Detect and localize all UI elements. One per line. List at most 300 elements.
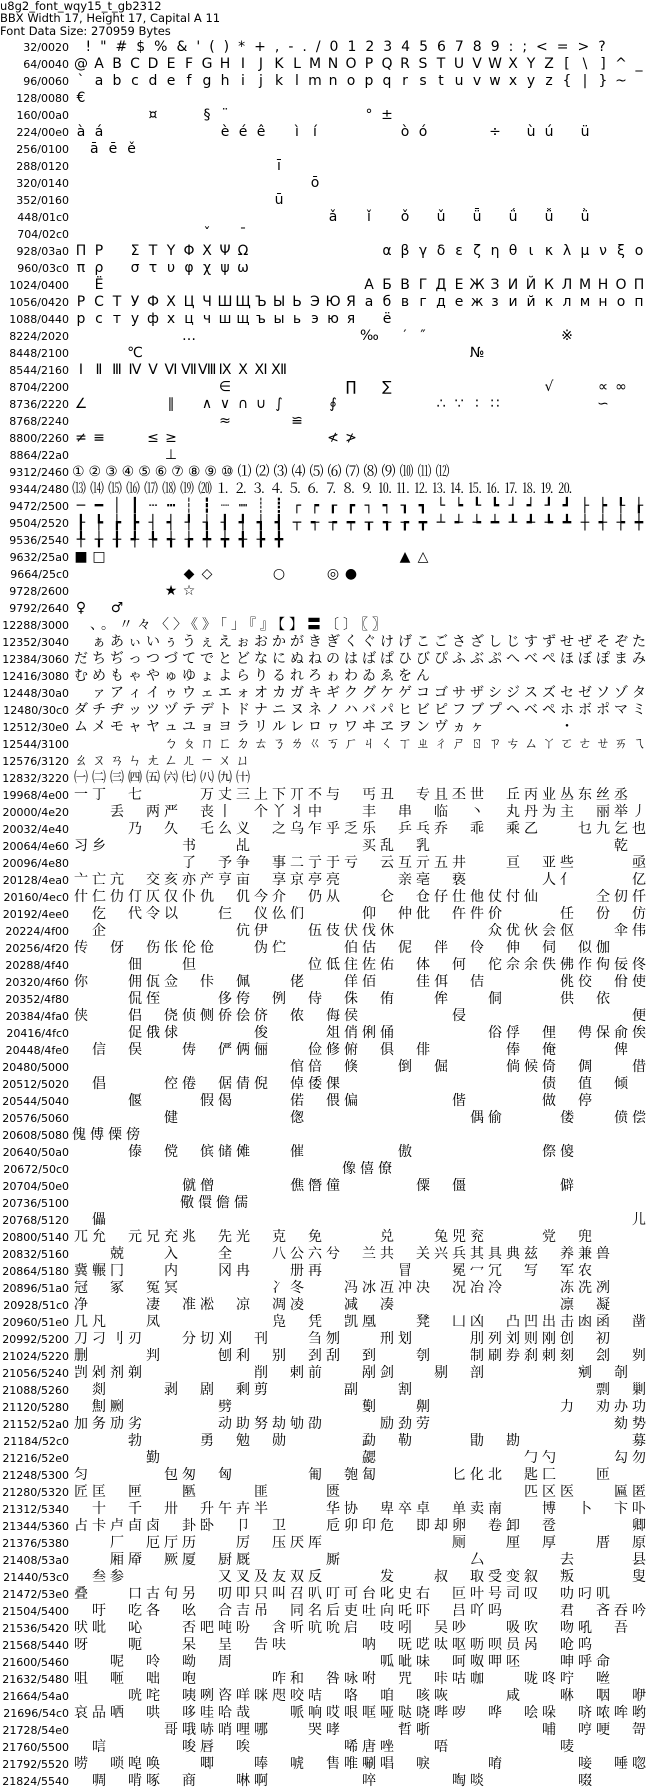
glyph-cell: 司 bbox=[506, 1586, 520, 1602]
glyph-cell: 净 bbox=[74, 1297, 88, 1313]
glyph-cell: 刚 bbox=[542, 1331, 556, 1347]
glyph-cell: 典 bbox=[506, 1246, 520, 1262]
glyph-row bbox=[0, 600, 650, 617]
glyph-cell: 哀 bbox=[74, 1705, 88, 1721]
glyph-cell: ヒ bbox=[398, 702, 412, 718]
glyph-cell: 伢 bbox=[110, 940, 124, 956]
glyph-cell: 勹 bbox=[524, 1450, 538, 1466]
glyph-cell: さ bbox=[452, 634, 466, 650]
glyph-cell: 产 bbox=[200, 872, 214, 888]
glyph-cell: ラ bbox=[236, 719, 250, 735]
glyph-cell: 叫 bbox=[272, 1586, 286, 1602]
glyph-row-cells: 、。〃々〈〉《》「」『』【】〓〔〕〖〗 bbox=[90, 617, 390, 633]
glyph-cell: ナ bbox=[254, 702, 268, 718]
glyph-cell: 动 bbox=[218, 1416, 232, 1432]
glyph-row-cells bbox=[72, 1773, 648, 1790]
glyph-row-cells: !"#$%&'()*+,-./0123456789:;<=>? bbox=[72, 39, 615, 55]
glyph-row bbox=[0, 192, 650, 209]
glyph-cell: 内 bbox=[164, 1263, 178, 1279]
glyph-cell: 付 bbox=[506, 889, 520, 905]
glyph-cell: 似 bbox=[578, 940, 592, 956]
glyph-cell: В bbox=[400, 277, 410, 293]
codepoint-label: 21376/5380 bbox=[2, 1537, 69, 1550]
glyph-cell: 候 bbox=[524, 1059, 538, 1075]
glyph-row bbox=[0, 1586, 650, 1603]
codepoint-label: 21312/5340 bbox=[2, 1503, 69, 1516]
glyph-cell: 亿 bbox=[632, 872, 646, 888]
glyph-cell: 哦 bbox=[182, 1722, 196, 1738]
glyph-cell: 侍 bbox=[308, 991, 322, 1007]
glyph-cell: 伉 bbox=[236, 923, 250, 939]
glyph-cell: 军 bbox=[560, 1263, 574, 1279]
glyph-cell: Ⅻ bbox=[271, 362, 287, 378]
codepoint-label: 20288/4f40 bbox=[5, 959, 69, 972]
glyph-cell: 卣 bbox=[128, 1518, 142, 1534]
glyph-cell: κ bbox=[544, 243, 554, 259]
glyph-cell: 刘 bbox=[506, 1331, 520, 1347]
glyph-cell: M bbox=[308, 56, 322, 72]
glyph-cell: 努 bbox=[254, 1416, 268, 1432]
glyph-cell: ┿ bbox=[634, 515, 644, 531]
glyph-cell: 傧 bbox=[200, 1144, 214, 1160]
glyph-cell: び bbox=[416, 651, 430, 667]
glyph-cell: 呲 bbox=[398, 1654, 412, 1670]
glyph-cell: ぢ bbox=[110, 651, 124, 667]
glyph-cell: О bbox=[615, 277, 627, 293]
glyph-cell: ハ bbox=[344, 702, 358, 718]
glyph-cell: ム bbox=[74, 719, 88, 735]
glyph-cell: 凇 bbox=[200, 1297, 214, 1313]
glyph-cell: 丢 bbox=[110, 804, 124, 820]
glyph-cell: テ bbox=[182, 702, 196, 718]
glyph-row-cells bbox=[72, 889, 648, 906]
glyph-row bbox=[0, 549, 650, 566]
glyph-cell: 割 bbox=[398, 1382, 412, 1398]
glyph-cell: 乓 bbox=[416, 821, 430, 837]
glyph-cell: я bbox=[346, 311, 356, 327]
glyph-cell: ∫ bbox=[275, 396, 283, 412]
glyph-row bbox=[0, 736, 650, 753]
glyph-cell: ≠ bbox=[75, 430, 87, 446]
glyph-cell: ┤ bbox=[148, 515, 158, 531]
glyph-cell: ì bbox=[295, 124, 299, 140]
glyph-row bbox=[0, 1773, 650, 1790]
glyph-cell: 丨 bbox=[218, 804, 232, 820]
glyph-cell: 倬 bbox=[290, 1076, 304, 1092]
glyph-cell: 哈 bbox=[218, 1705, 232, 1721]
glyph-cell: З bbox=[490, 277, 500, 293]
glyph-cell: 佘 bbox=[506, 957, 520, 973]
glyph-cell: 县 bbox=[632, 1552, 646, 1568]
glyph-cell: з bbox=[491, 294, 499, 310]
glyph-cell: 刎 bbox=[326, 1331, 340, 1347]
glyph-cell: つ bbox=[146, 651, 160, 667]
glyph-cell: 制 bbox=[470, 1348, 484, 1364]
glyph-row-cells bbox=[72, 1722, 648, 1739]
codepoint-label: 9728/2600 bbox=[9, 585, 69, 598]
glyph-cell: 伪 bbox=[254, 940, 268, 956]
glyph-cell: 亚 bbox=[542, 855, 556, 871]
glyph-cell: 事 bbox=[272, 855, 286, 871]
glyph-cell: V bbox=[472, 56, 482, 72]
glyph-cell: 会 bbox=[542, 923, 556, 939]
glyph-cell: 偾 bbox=[614, 1110, 628, 1126]
glyph-cell: ∈ bbox=[218, 379, 232, 395]
glyph-cell: U bbox=[453, 56, 465, 72]
glyph-cell: 倭 bbox=[308, 1076, 322, 1092]
glyph-cell: D bbox=[147, 56, 159, 72]
glyph-cell: 口 bbox=[128, 1586, 142, 1602]
glyph-row bbox=[0, 345, 650, 362]
glyph-cell: 俭 bbox=[308, 1042, 322, 1058]
glyph-cell: 卡 bbox=[92, 1518, 106, 1534]
glyph-cell: タ bbox=[632, 685, 646, 701]
glyph-cell: 咩 bbox=[236, 1688, 250, 1704]
glyph-cell: 凛 bbox=[560, 1297, 574, 1313]
glyph-cell: 原 bbox=[632, 1535, 646, 1551]
codepoint-label: 20864/5180 bbox=[2, 1265, 69, 1278]
glyph-cell: 乏 bbox=[344, 821, 358, 837]
glyph-cell: Е bbox=[454, 277, 464, 293]
glyph-cell: 乘 bbox=[506, 821, 520, 837]
codepoint-label: 21504/5400 bbox=[2, 1605, 69, 1618]
glyph-cell: 俯 bbox=[344, 1042, 358, 1058]
glyph-cell: 仞 bbox=[614, 889, 628, 905]
glyph-row bbox=[0, 328, 650, 345]
glyph-row-cells bbox=[72, 1637, 648, 1654]
glyph-cell: 什 bbox=[74, 889, 88, 905]
glyph-row-cells: 傀傅傈傍 bbox=[72, 1127, 144, 1143]
glyph-cell: ヌ bbox=[290, 702, 304, 718]
glyph-cell: 即 bbox=[416, 1518, 430, 1534]
glyph-cell: 叶 bbox=[470, 1586, 484, 1602]
glyph-cell: 凭 bbox=[308, 1314, 322, 1330]
glyph-cell: ь bbox=[292, 311, 302, 327]
glyph-cell: t bbox=[438, 73, 444, 89]
glyph-cell: 剑 bbox=[380, 1365, 394, 1381]
glyph-cell: 叼 bbox=[578, 1586, 592, 1602]
glyph-row bbox=[0, 39, 650, 56]
glyph-cell: т bbox=[112, 311, 122, 327]
glyph-cell: よ bbox=[218, 668, 232, 684]
glyph-cell: ┕ bbox=[454, 498, 464, 514]
codepoint-label: 20128/4ea0 bbox=[2, 874, 69, 887]
glyph-cell: 佤 bbox=[146, 974, 160, 990]
glyph-cell: 仪 bbox=[254, 906, 268, 922]
glyph-row bbox=[0, 940, 650, 957]
glyph-cell: 仍 bbox=[308, 889, 322, 905]
glyph-cell: 倦 bbox=[182, 1076, 196, 1092]
glyph-cell: ∑ bbox=[382, 379, 392, 395]
glyph-cell: 侑 bbox=[380, 991, 394, 1007]
glyph-cell: 井 bbox=[452, 855, 466, 871]
glyph-cell: § bbox=[203, 107, 211, 123]
glyph-cell: ╆ bbox=[184, 532, 194, 548]
glyph-cell: 呆 bbox=[182, 1637, 196, 1653]
glyph-cell: ㄚ bbox=[542, 736, 556, 752]
codepoint-label: 1088/0440 bbox=[9, 313, 69, 326]
glyph-cell: 侗 bbox=[488, 991, 502, 1007]
glyph-cell: 卒 bbox=[398, 1501, 412, 1517]
glyph-cell: 刁 bbox=[92, 1331, 106, 1347]
glyph-cell: ㄦ bbox=[182, 753, 196, 769]
codepoint-label: 20000/4e20 bbox=[2, 806, 69, 819]
glyph-cell: ホ bbox=[560, 702, 574, 718]
glyph-cell: 厚 bbox=[542, 1535, 556, 1551]
glyph-row-cells bbox=[72, 1314, 648, 1331]
glyph-cell: 下 bbox=[272, 787, 286, 803]
glyph-cell: ぶ bbox=[470, 651, 484, 667]
glyph-cell: 别 bbox=[272, 1348, 286, 1364]
glyph-cell: ジ bbox=[506, 685, 520, 701]
glyph-cell: 俅 bbox=[164, 1025, 178, 1041]
glyph-cell: 呖 bbox=[470, 1637, 484, 1653]
glyph-row bbox=[0, 821, 650, 838]
glyph-cell: 侣 bbox=[128, 1008, 142, 1024]
glyph-cell: 住 bbox=[344, 957, 358, 973]
glyph-cell: 丙 bbox=[524, 787, 538, 803]
glyph-cell: 一 bbox=[74, 787, 88, 803]
glyph-row bbox=[0, 413, 650, 430]
glyph-cell: ǒ bbox=[400, 209, 410, 225]
glyph-cell: 听 bbox=[290, 1620, 304, 1636]
glyph-cell: 倘 bbox=[506, 1059, 520, 1075]
glyph-cell: ㄢ bbox=[110, 753, 124, 769]
glyph-cell: п bbox=[634, 294, 644, 310]
glyph-cell: 咧 bbox=[200, 1688, 214, 1704]
glyph-cell: ш bbox=[218, 311, 232, 327]
glyph-cell: 双 bbox=[290, 1569, 304, 1585]
glyph-cell: 侵 bbox=[452, 1008, 466, 1024]
glyph-cell: 却 bbox=[434, 1518, 448, 1534]
glyph-cell: 侯 bbox=[344, 1008, 358, 1024]
glyph-cell: ˇ bbox=[203, 226, 211, 242]
glyph-cell: ∩ bbox=[237, 396, 249, 412]
glyph-cell: s bbox=[419, 73, 427, 89]
glyph-cell: ブ bbox=[470, 702, 484, 718]
glyph-cell: ┼ bbox=[580, 515, 590, 531]
glyph-cell: ゆ bbox=[182, 668, 196, 684]
glyph-cell: р bbox=[76, 311, 86, 327]
glyph-cell: z bbox=[545, 73, 553, 89]
codepoint-label: 9344/2480 bbox=[9, 483, 69, 496]
glyph-cell: 叩 bbox=[236, 1586, 250, 1602]
glyph-cell: I bbox=[240, 56, 246, 72]
codepoint-label: 9504/2520 bbox=[9, 517, 69, 530]
glyph-cell: 刑 bbox=[380, 1331, 394, 1347]
glyph-cell: 乌 bbox=[290, 821, 304, 837]
glyph-cell: 唷 bbox=[488, 1756, 502, 1772]
glyph-cell: 响 bbox=[308, 1705, 322, 1721]
glyph-cell: ╂ bbox=[112, 532, 122, 548]
glyph-cell: ㄡ bbox=[92, 753, 106, 769]
glyph-cell: 俨 bbox=[218, 1042, 232, 1058]
glyph-cell: 伟 bbox=[632, 923, 646, 939]
glyph-cell: b bbox=[112, 73, 122, 89]
glyph-cell: 剃 bbox=[128, 1365, 142, 1381]
glyph-cell: 吗 bbox=[488, 1603, 502, 1619]
glyph-cell: 匀 bbox=[74, 1467, 88, 1483]
glyph-cell: 刍 bbox=[308, 1331, 322, 1347]
glyph-cell: 匠 bbox=[74, 1484, 88, 1500]
glyph-cell: ζ bbox=[473, 243, 481, 259]
glyph-cell: ゃ bbox=[128, 668, 142, 684]
glyph-cell: 号 bbox=[488, 1586, 502, 1602]
codepoint-label: 21824/5540 bbox=[2, 1775, 69, 1788]
glyph-cell: 亻 bbox=[560, 872, 574, 888]
glyph-cell: ∏ bbox=[345, 379, 357, 395]
glyph-cell: ㄩ bbox=[236, 753, 250, 769]
glyph-cell: 全 bbox=[218, 1246, 232, 1262]
codepoint-label: 96/0060 bbox=[23, 75, 69, 88]
glyph-row-cells bbox=[72, 1076, 648, 1093]
glyph-cell: p bbox=[364, 73, 374, 89]
glyph-cell: a bbox=[94, 73, 104, 89]
glyph-cell: к bbox=[544, 294, 554, 310]
glyph-cell: 刂 bbox=[110, 1331, 124, 1347]
glyph-cell: 享 bbox=[272, 872, 286, 888]
glyph-cell: 丸 bbox=[506, 804, 520, 820]
glyph-cell: Ё bbox=[94, 277, 104, 293]
glyph-row-cells bbox=[72, 991, 648, 1008]
glyph-cell: ∷ bbox=[490, 396, 500, 412]
codepoint-label: 21760/5500 bbox=[2, 1741, 69, 1754]
glyph-cell: 仙 bbox=[524, 889, 538, 905]
glyph-cell: 五 bbox=[434, 855, 448, 871]
glyph-cell: К bbox=[544, 277, 554, 293]
glyph-cell: 咦 bbox=[182, 1688, 196, 1704]
glyph-cell: 吸 bbox=[506, 1620, 520, 1636]
glyph-cell: ら bbox=[236, 668, 250, 684]
glyph-cell: ペ bbox=[542, 702, 556, 718]
glyph-cell: ㄓ bbox=[416, 736, 430, 752]
glyph-cell: 亓 bbox=[416, 855, 430, 871]
glyph-row bbox=[0, 107, 650, 124]
codepoint-label: 9664/25c0 bbox=[10, 568, 69, 581]
glyph-cell: 啐 bbox=[362, 1773, 376, 1789]
glyph-cell: 冁 bbox=[92, 1263, 106, 1279]
glyph-row bbox=[0, 260, 650, 277]
glyph-row bbox=[0, 1042, 650, 1059]
glyph-cell: ┋ bbox=[274, 498, 284, 514]
glyph-row bbox=[0, 90, 650, 107]
glyph-cell: 劁 bbox=[92, 1399, 106, 1415]
glyph-cell: ㄑ bbox=[380, 736, 394, 752]
glyph-cell: 二 bbox=[290, 855, 304, 871]
glyph-cell: 吻 bbox=[560, 1620, 574, 1636]
glyph-cell: 傣 bbox=[128, 1144, 142, 1160]
glyph-cell: 俜 bbox=[578, 1025, 592, 1041]
glyph-cell: 俩 bbox=[236, 1042, 250, 1058]
glyph-cell: コ bbox=[416, 685, 430, 701]
glyph-cell: | bbox=[582, 73, 588, 89]
glyph-cell: 亨 bbox=[218, 872, 232, 888]
glyph-cell: 哙 bbox=[524, 1705, 538, 1721]
glyph-row bbox=[0, 1348, 650, 1365]
glyph-cell: ま bbox=[614, 651, 628, 667]
glyph-cell: 告 bbox=[254, 1637, 268, 1653]
glyph-cell: } bbox=[598, 73, 608, 89]
glyph-cell: 命 bbox=[596, 1654, 610, 1670]
glyph-cell: 厅 bbox=[164, 1535, 178, 1551]
glyph-cell: ≌ bbox=[291, 413, 303, 429]
glyph-cell: Ⅸ bbox=[218, 362, 232, 378]
glyph-row-cells bbox=[72, 1552, 648, 1569]
glyph-cell: 丞 bbox=[614, 787, 628, 803]
glyph-cell: 佻 bbox=[560, 974, 574, 990]
glyph-cell: 介 bbox=[272, 889, 286, 905]
glyph-cell: ぴ bbox=[434, 651, 448, 667]
glyph-cell: B bbox=[112, 56, 122, 72]
glyph-cell: ┴ bbox=[436, 515, 446, 531]
glyph-cell: Б bbox=[382, 277, 392, 293]
glyph-cell: 亢 bbox=[110, 872, 124, 888]
glyph-cell: ほ bbox=[560, 651, 574, 667]
glyph-row bbox=[0, 1008, 650, 1025]
glyph-cell: 件 bbox=[470, 906, 484, 922]
glyph-cell: 俐 bbox=[362, 1025, 376, 1041]
glyph-cell: ╁ bbox=[94, 532, 104, 548]
glyph-row bbox=[0, 855, 650, 872]
codepoint-label: 21440/53c0 bbox=[3, 1571, 69, 1584]
glyph-cell: 哝 bbox=[596, 1705, 610, 1721]
glyph-cell: 傥 bbox=[164, 1144, 178, 1160]
glyph-cell: 哺 bbox=[542, 1722, 556, 1738]
glyph-cell: 偌 bbox=[290, 1093, 304, 1109]
glyph-cell: 养 bbox=[560, 1246, 574, 1262]
glyph-cell: … bbox=[182, 328, 196, 344]
glyph-cell: ǐ bbox=[367, 209, 371, 225]
glyph-cell: 匏 bbox=[344, 1467, 358, 1483]
codepoint-label: 9632/25a0 bbox=[9, 551, 69, 564]
glyph-cell: ロ bbox=[308, 719, 322, 735]
glyph-cell: 僧 bbox=[200, 1178, 214, 1194]
glyph-cell: ゑ bbox=[380, 668, 394, 684]
glyph-cell: 习 bbox=[74, 838, 88, 854]
glyph-cell: Ρ bbox=[94, 243, 104, 259]
glyph-cell: Э bbox=[310, 294, 320, 310]
glyph-cell: ú bbox=[544, 124, 554, 140]
glyph-cell: 俊 bbox=[254, 1025, 268, 1041]
glyph-cell: 咂 bbox=[110, 1671, 124, 1687]
glyph-cell: 君 bbox=[560, 1603, 574, 1619]
glyph-cell: 勇 bbox=[200, 1433, 214, 1449]
codepoint-label: 12512/30e0 bbox=[2, 721, 69, 734]
glyph-cell: ж bbox=[470, 294, 484, 310]
glyph-cell: 商 bbox=[182, 1773, 196, 1789]
glyph-cell: 咬 bbox=[290, 1688, 304, 1704]
glyph-cell: 丘 bbox=[506, 787, 520, 803]
glyph-cell: q bbox=[382, 73, 392, 89]
glyph-row bbox=[0, 702, 650, 719]
glyph-cell: 乞 bbox=[614, 821, 628, 837]
glyph-cell: 吊 bbox=[254, 1603, 268, 1619]
glyph-cell: お bbox=[254, 634, 268, 650]
glyph-cell: 免 bbox=[308, 1229, 322, 1245]
glyph-row-cells bbox=[72, 940, 648, 957]
glyph-cell: ò bbox=[400, 124, 410, 140]
glyph-cell: 俗 bbox=[488, 1025, 502, 1041]
glyph-row bbox=[0, 1603, 650, 1620]
glyph-cell: υ bbox=[166, 260, 176, 276]
glyph-row bbox=[0, 158, 650, 175]
glyph-cell: 咿 bbox=[632, 1688, 646, 1704]
glyph-cell: ю bbox=[327, 311, 339, 327]
glyph-cell: 冤 bbox=[146, 1280, 160, 1296]
glyph-cell: 呢 bbox=[110, 1654, 124, 1670]
glyph-cell: 冬 bbox=[290, 1280, 304, 1296]
glyph-cell: 卵 bbox=[452, 1518, 466, 1534]
